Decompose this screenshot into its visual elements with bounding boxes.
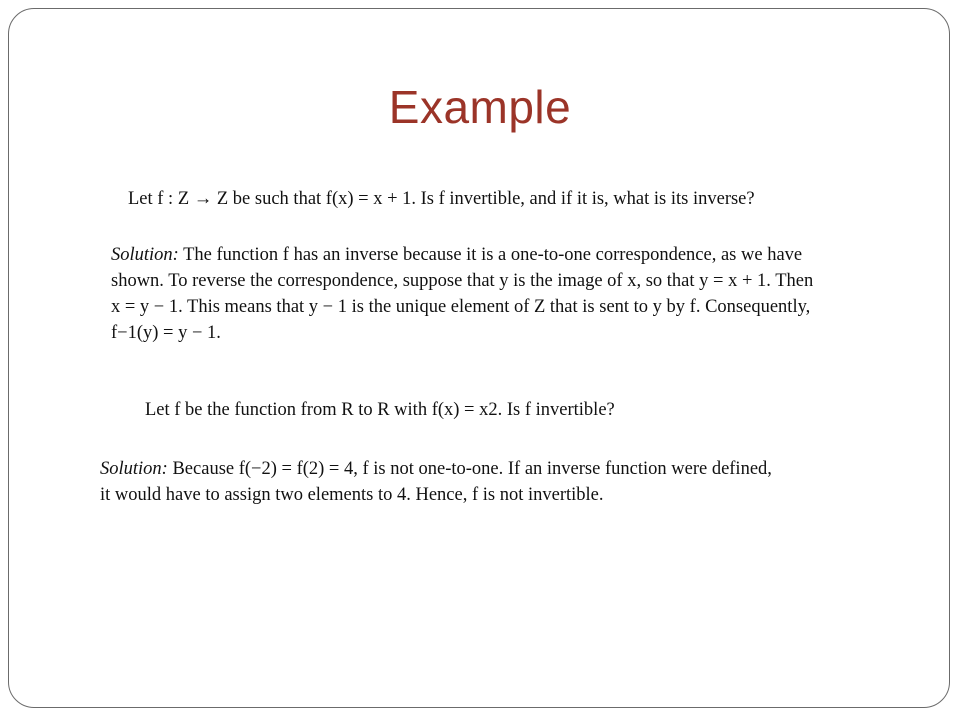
solution-text: The function f has an inverse because it is a one-to-one correspondence, as we have: [178, 245, 803, 265]
solution-text: Because f(−2) = f(2) = 4, f is not one-to-one. If an inverse function were defined,: [167, 459, 772, 479]
example1-solution: [111, 242, 813, 346]
example1-solution-line: shown. To reverse the correspondence, suppose that y is the image of x, so that y = x + 1. Then: [111, 271, 814, 291]
example2-solution-line: it would have to assign two elements to 4. Hence, f is not invertible.: [100, 485, 604, 505]
example1-solution-line: [111, 242, 813, 268]
example2-question: Let f be the function from R to R with f(x) = x2. Is f invertible?: [145, 400, 615, 420]
slide-title: Example: [388, 81, 572, 133]
solution-label: Solution:: [100, 459, 168, 479]
example1-solution-line: f−1(y) = y − 1.: [111, 323, 221, 343]
example1-question: Let f : Z → Z be such that f(x) = x + 1. Is f invertible, and if it is, what is its inverse?: [128, 189, 755, 209]
example2-solution-line: [100, 456, 772, 482]
example2-solution: [100, 456, 772, 508]
example1-solution-line: x = y − 1. This means that y − 1 is the unique element of Z that is sent to y by f. Consequently,: [111, 297, 811, 317]
solution-label: Solution:: [111, 245, 179, 265]
